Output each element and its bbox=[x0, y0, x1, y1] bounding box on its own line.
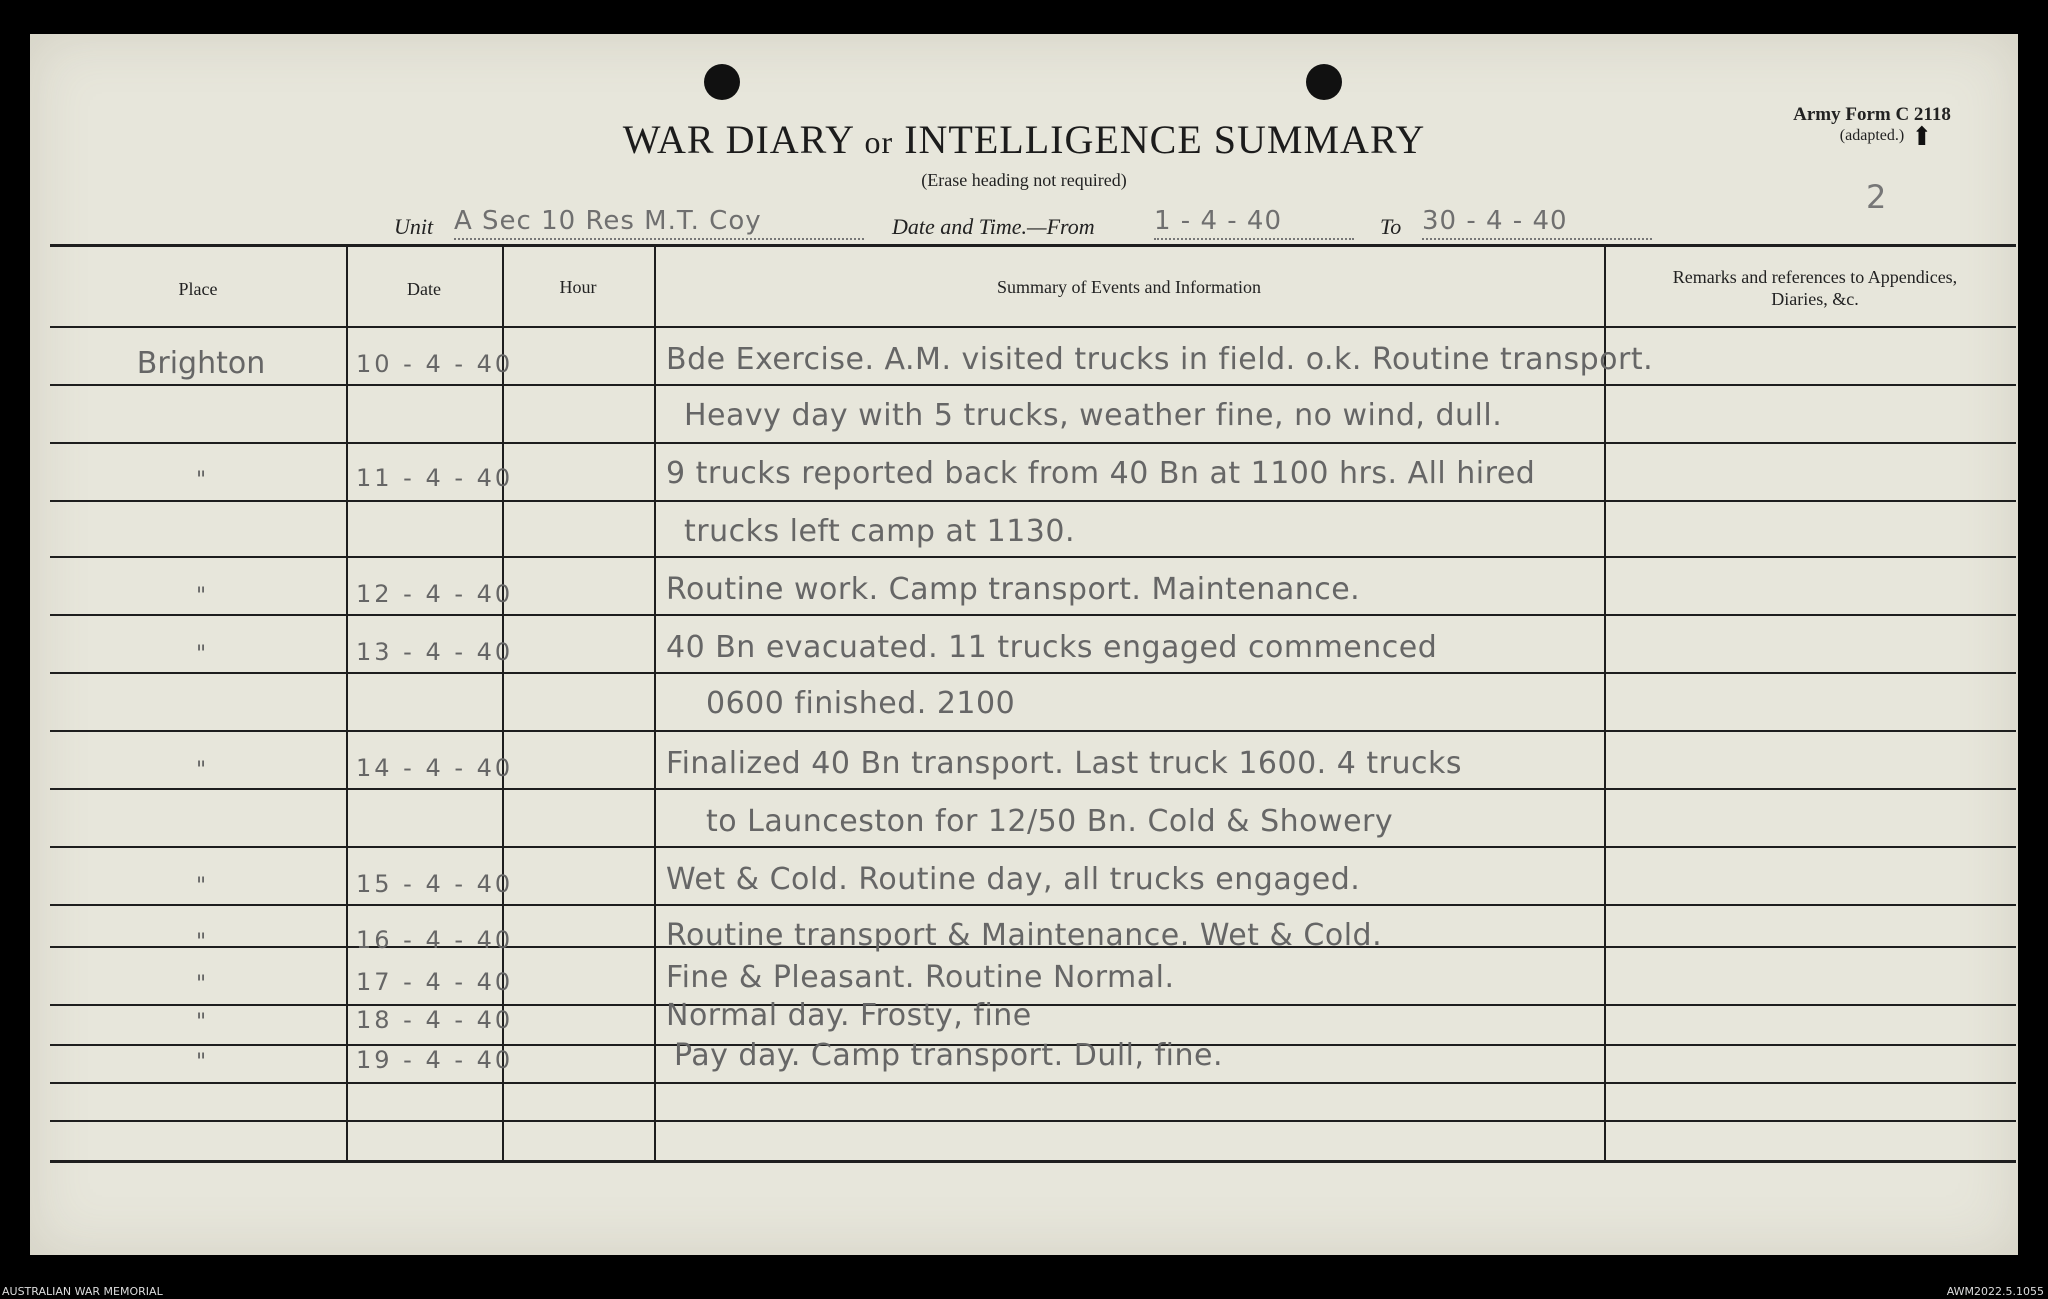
form-title-rest: INTELLIGENCE SUMMARY bbox=[893, 117, 1426, 162]
row-place: " bbox=[195, 642, 207, 667]
row-summary: Fine & Pleasant. Routine Normal. bbox=[666, 960, 1175, 995]
row-place: Brighton bbox=[136, 346, 266, 381]
table-top-rule bbox=[50, 244, 2016, 247]
form-title-or: or bbox=[864, 124, 894, 160]
row-date: 19 - 4 - 40 bbox=[356, 1046, 514, 1074]
table-ruled-line bbox=[50, 556, 2016, 558]
row-summary: 9 trucks reported back from 40 Bn at 1100 hrs. All hired bbox=[666, 456, 1536, 491]
row-place: " bbox=[195, 1050, 207, 1075]
row-place: " bbox=[195, 468, 207, 493]
table-ruled-line bbox=[50, 326, 2016, 328]
row-date: 17 - 4 - 40 bbox=[356, 968, 514, 996]
row-date: 14 - 4 - 40 bbox=[356, 754, 514, 782]
army-form-label: Army Form C 2118 bbox=[1793, 104, 1951, 125]
row-place: " bbox=[195, 874, 207, 899]
punch-hole-right bbox=[1306, 64, 1342, 100]
column-header-place: Place bbox=[178, 279, 218, 299]
arrow-mark-icon: ⬆ bbox=[1911, 122, 1933, 152]
row-summary: Normal day. Frosty, fine bbox=[666, 998, 1032, 1033]
table-ruled-line bbox=[50, 1004, 2016, 1006]
row-place: " bbox=[195, 972, 207, 997]
row-place: " bbox=[195, 930, 207, 955]
table-ruled-line bbox=[50, 1082, 2016, 1084]
table-ruled-line bbox=[50, 846, 2016, 848]
row-date: 12 - 4 - 40 bbox=[356, 580, 514, 608]
army-form-number bbox=[1772, 104, 1972, 146]
row-summary: Routine work. Camp transport. Maintenance. bbox=[666, 572, 1361, 607]
row-date: 13 - 4 - 40 bbox=[356, 638, 514, 666]
table-ruled-line bbox=[50, 672, 2016, 674]
row-place: " bbox=[195, 584, 207, 609]
archive-reference: AWM2022.5.1055 bbox=[1946, 1285, 2044, 1298]
table-ruled-line bbox=[50, 442, 2016, 444]
row-date: 10 - 4 - 40 bbox=[356, 350, 514, 378]
row-summary: Wet & Cold. Routine day, all trucks engaged. bbox=[666, 862, 1361, 897]
row-summary: Bde Exercise. A.M. visited trucks in field. o.k. Routine transport. bbox=[666, 342, 1654, 377]
page-number: 2 bbox=[1866, 178, 1887, 216]
row-date: 11 - 4 - 40 bbox=[356, 464, 514, 492]
table-ruled-line bbox=[50, 500, 2016, 502]
row-summary: Pay day. Camp transport. Dull, fine. bbox=[674, 1038, 1223, 1073]
row-date: 15 - 4 - 40 bbox=[356, 870, 514, 898]
row-summary: 40 Bn evacuated. 11 trucks engaged commenced bbox=[666, 630, 1438, 665]
row-place: " bbox=[195, 1010, 207, 1035]
archive-credit: AUSTRALIAN WAR MEMORIAL bbox=[2, 1285, 163, 1298]
unit-label: Unit bbox=[394, 214, 434, 239]
column-header-date: Date bbox=[407, 279, 441, 299]
adapted-label: (adapted.) bbox=[1839, 127, 1905, 144]
column-header-remarks: Remarks and references to Appendices, Diaries, &c. bbox=[1672, 267, 1958, 309]
row-summary: Finalized 40 Bn transport. Last truck 1600. 4 trucks bbox=[666, 746, 1462, 781]
row-date: 16 - 4 - 40 bbox=[356, 926, 514, 954]
unit-value: A Sec 10 Res M.T. Coy bbox=[454, 206, 864, 240]
row-summary: Routine transport & Maintenance. Wet & Cold. bbox=[666, 918, 1383, 953]
form-title bbox=[30, 116, 2018, 163]
diary-sheet bbox=[30, 34, 2018, 1255]
title-note: (Erase heading not required) bbox=[921, 170, 1127, 190]
form-title-main: WAR DIARY bbox=[622, 117, 865, 162]
table-ruled-line bbox=[50, 1120, 2016, 1122]
row-summary: Heavy day with 5 trucks, weather fine, no wind, dull. bbox=[684, 398, 1503, 433]
column-header-summary: Summary of Events and Information bbox=[997, 277, 1261, 297]
punch-hole-left bbox=[704, 64, 740, 100]
to-label: To bbox=[1380, 214, 1402, 239]
date-label: Date and Time.—From bbox=[892, 214, 1095, 239]
row-date: 18 - 4 - 40 bbox=[356, 1006, 514, 1034]
table-ruled-line bbox=[50, 788, 2016, 790]
table-ruled-line bbox=[50, 384, 2016, 386]
column-header-hour: Hour bbox=[559, 277, 597, 297]
table-ruled-line bbox=[50, 614, 2016, 616]
row-summary: 0600 finished. 2100 bbox=[706, 686, 1016, 721]
table-ruled-line bbox=[50, 904, 2016, 906]
row-place: " bbox=[195, 758, 207, 783]
table-ruled-line bbox=[50, 730, 2016, 732]
row-summary: to Launceston for 12/50 Bn. Cold & Showery bbox=[706, 804, 1394, 839]
to-date-value: 30 - 4 - 40 bbox=[1422, 206, 1652, 240]
table-bottom-rule bbox=[50, 1160, 2016, 1163]
row-summary: trucks left camp at 1130. bbox=[684, 514, 1076, 549]
from-date-value: 1 - 4 - 40 bbox=[1154, 206, 1354, 240]
